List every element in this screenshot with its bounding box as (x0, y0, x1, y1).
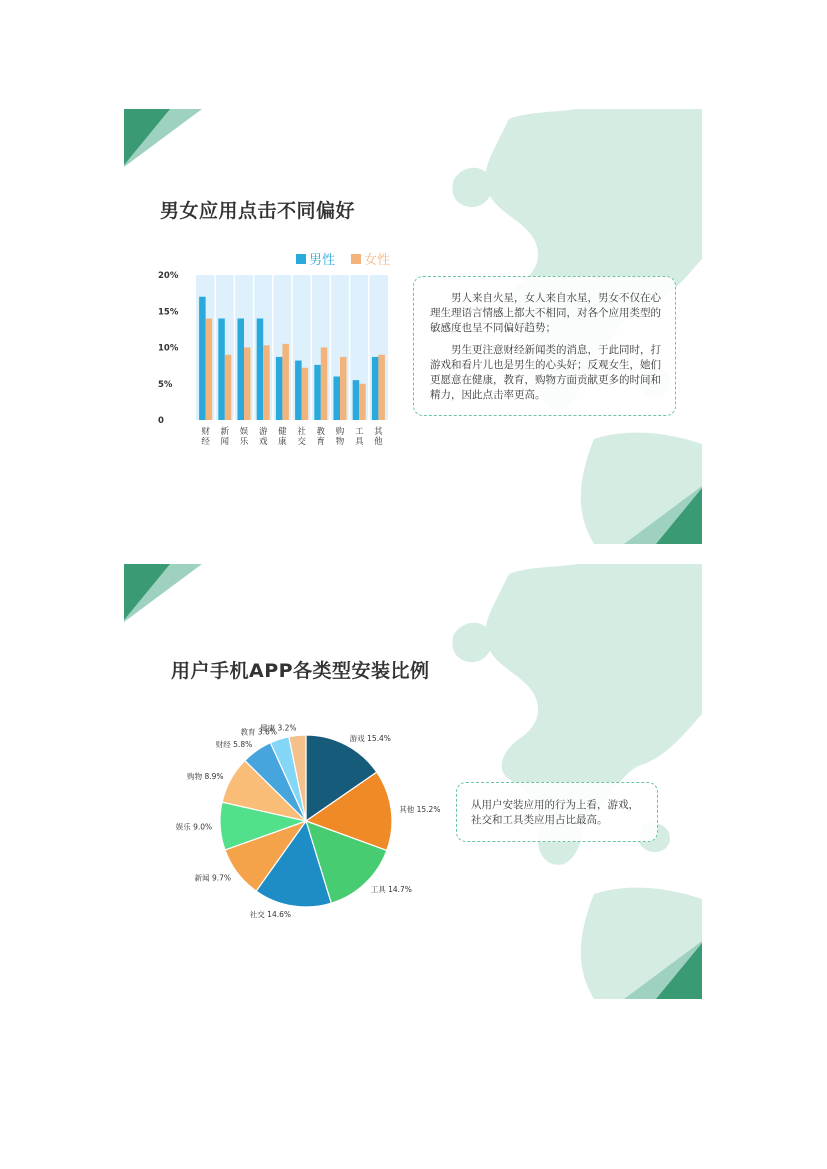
bar-chart-gender (154, 269, 404, 454)
bar-female (244, 348, 251, 421)
bar-female (206, 319, 213, 421)
pie-slice-label: 购物 8.9% (187, 771, 224, 781)
bar-female (321, 348, 328, 421)
x-tick-label: 育 (316, 437, 326, 447)
x-tick-label: 财 (201, 427, 210, 437)
bar-male (199, 297, 206, 420)
bar-male (314, 365, 321, 420)
x-tick-label: 教 (316, 427, 326, 437)
bar-female (282, 344, 289, 420)
y-tick-label: 15% (158, 307, 179, 318)
corner-decoration-bottom-right (622, 939, 702, 999)
legend-label-male: 男性 (309, 253, 336, 268)
bar-male (238, 319, 245, 421)
x-tick-label: 娱 (239, 427, 249, 437)
bar-female (263, 345, 270, 420)
x-tick-label: 新 (220, 427, 230, 437)
note-box-install (456, 782, 658, 842)
slide-title: 男女应用点击不同偏好 (160, 200, 356, 222)
pie-slice-label: 教育 3.6% (240, 727, 277, 737)
x-tick-label: 物 (335, 437, 345, 447)
note-box-gender (413, 276, 676, 416)
bar-female (302, 368, 309, 420)
bar-female (359, 384, 366, 420)
pie-slice-label: 健康 3.2% (260, 723, 297, 733)
x-tick-label: 他 (374, 437, 383, 447)
y-tick-label: 5% (158, 379, 173, 390)
bar-female (340, 357, 347, 420)
x-tick-label: 交 (297, 437, 306, 447)
x-tick-label: 游 (258, 427, 268, 437)
bar-male (372, 357, 379, 420)
y-tick-label: 0 (158, 416, 164, 426)
corner-decoration-top-left (124, 564, 204, 624)
x-tick-label: 乐 (239, 437, 249, 447)
x-tick-label: 其 (374, 427, 383, 437)
slide-gender-preference (124, 109, 702, 544)
x-tick-label: 戏 (258, 437, 268, 447)
bar-male (334, 377, 341, 421)
x-tick-label: 闻 (220, 437, 230, 447)
legend-label-female: 女性 (364, 253, 391, 268)
corner-decoration-bottom-right (622, 484, 702, 544)
note-paragraph-1: 男人来自火星，女人来自水星，男女不仅在心理生理语言情感上都大不相同，对各个应用类型的敏感度也呈不同偏好趋势； (430, 292, 661, 334)
chart-legend (296, 249, 402, 268)
bar-male (353, 380, 360, 420)
x-tick-label: 康 (278, 437, 287, 447)
bar-female (378, 355, 385, 420)
x-tick-label: 购 (335, 427, 345, 437)
x-tick-label: 社 (297, 427, 306, 437)
bar-male (218, 319, 225, 421)
pie-chart-install-ratio (164, 714, 464, 924)
corner-decoration-top-left (124, 109, 204, 169)
pie-slice-label: 工具 14.7% (370, 885, 412, 895)
slide-title: 用户手机APP各类型安装比例 (171, 660, 430, 682)
pie-slice-label: 娱乐 9.0% (175, 822, 213, 832)
pie-slice-label: 其他 15.2% (399, 805, 441, 815)
bar-male (276, 357, 283, 420)
x-tick-label: 健 (278, 427, 287, 437)
x-tick-label: 具 (354, 437, 364, 447)
x-tick-label: 工 (354, 427, 364, 437)
y-tick-label: 10% (158, 343, 179, 354)
x-tick-label: 经 (201, 437, 210, 447)
legend-swatch-female (351, 254, 361, 264)
pie-slice-label: 游戏 15.4% (349, 733, 391, 743)
pie-slice-label: 财经 5.8% (215, 739, 253, 749)
note-paragraph-2: 男生更注意财经新闻类的消息，于此同时，打游戏和看片儿也是男生的心头好；反观女生，她们更愿意在健康，教育，购物方面贡献更多的时间和精力，因此点击率更高。 (430, 344, 661, 401)
note-paragraph-1: 从用户安装应用的行为上看，游戏，社交和工具类应用占比最高。 (471, 799, 639, 826)
legend-swatch-male (296, 254, 306, 264)
bar-female (225, 355, 232, 420)
bar-male (257, 319, 264, 421)
bar-male (295, 361, 302, 420)
y-tick-label: 20% (158, 271, 179, 281)
slide-app-install-ratio (124, 564, 702, 999)
pie-slice-label: 新闻 9.7% (194, 873, 232, 883)
pie-slice-label: 社交 14.6% (249, 909, 292, 919)
